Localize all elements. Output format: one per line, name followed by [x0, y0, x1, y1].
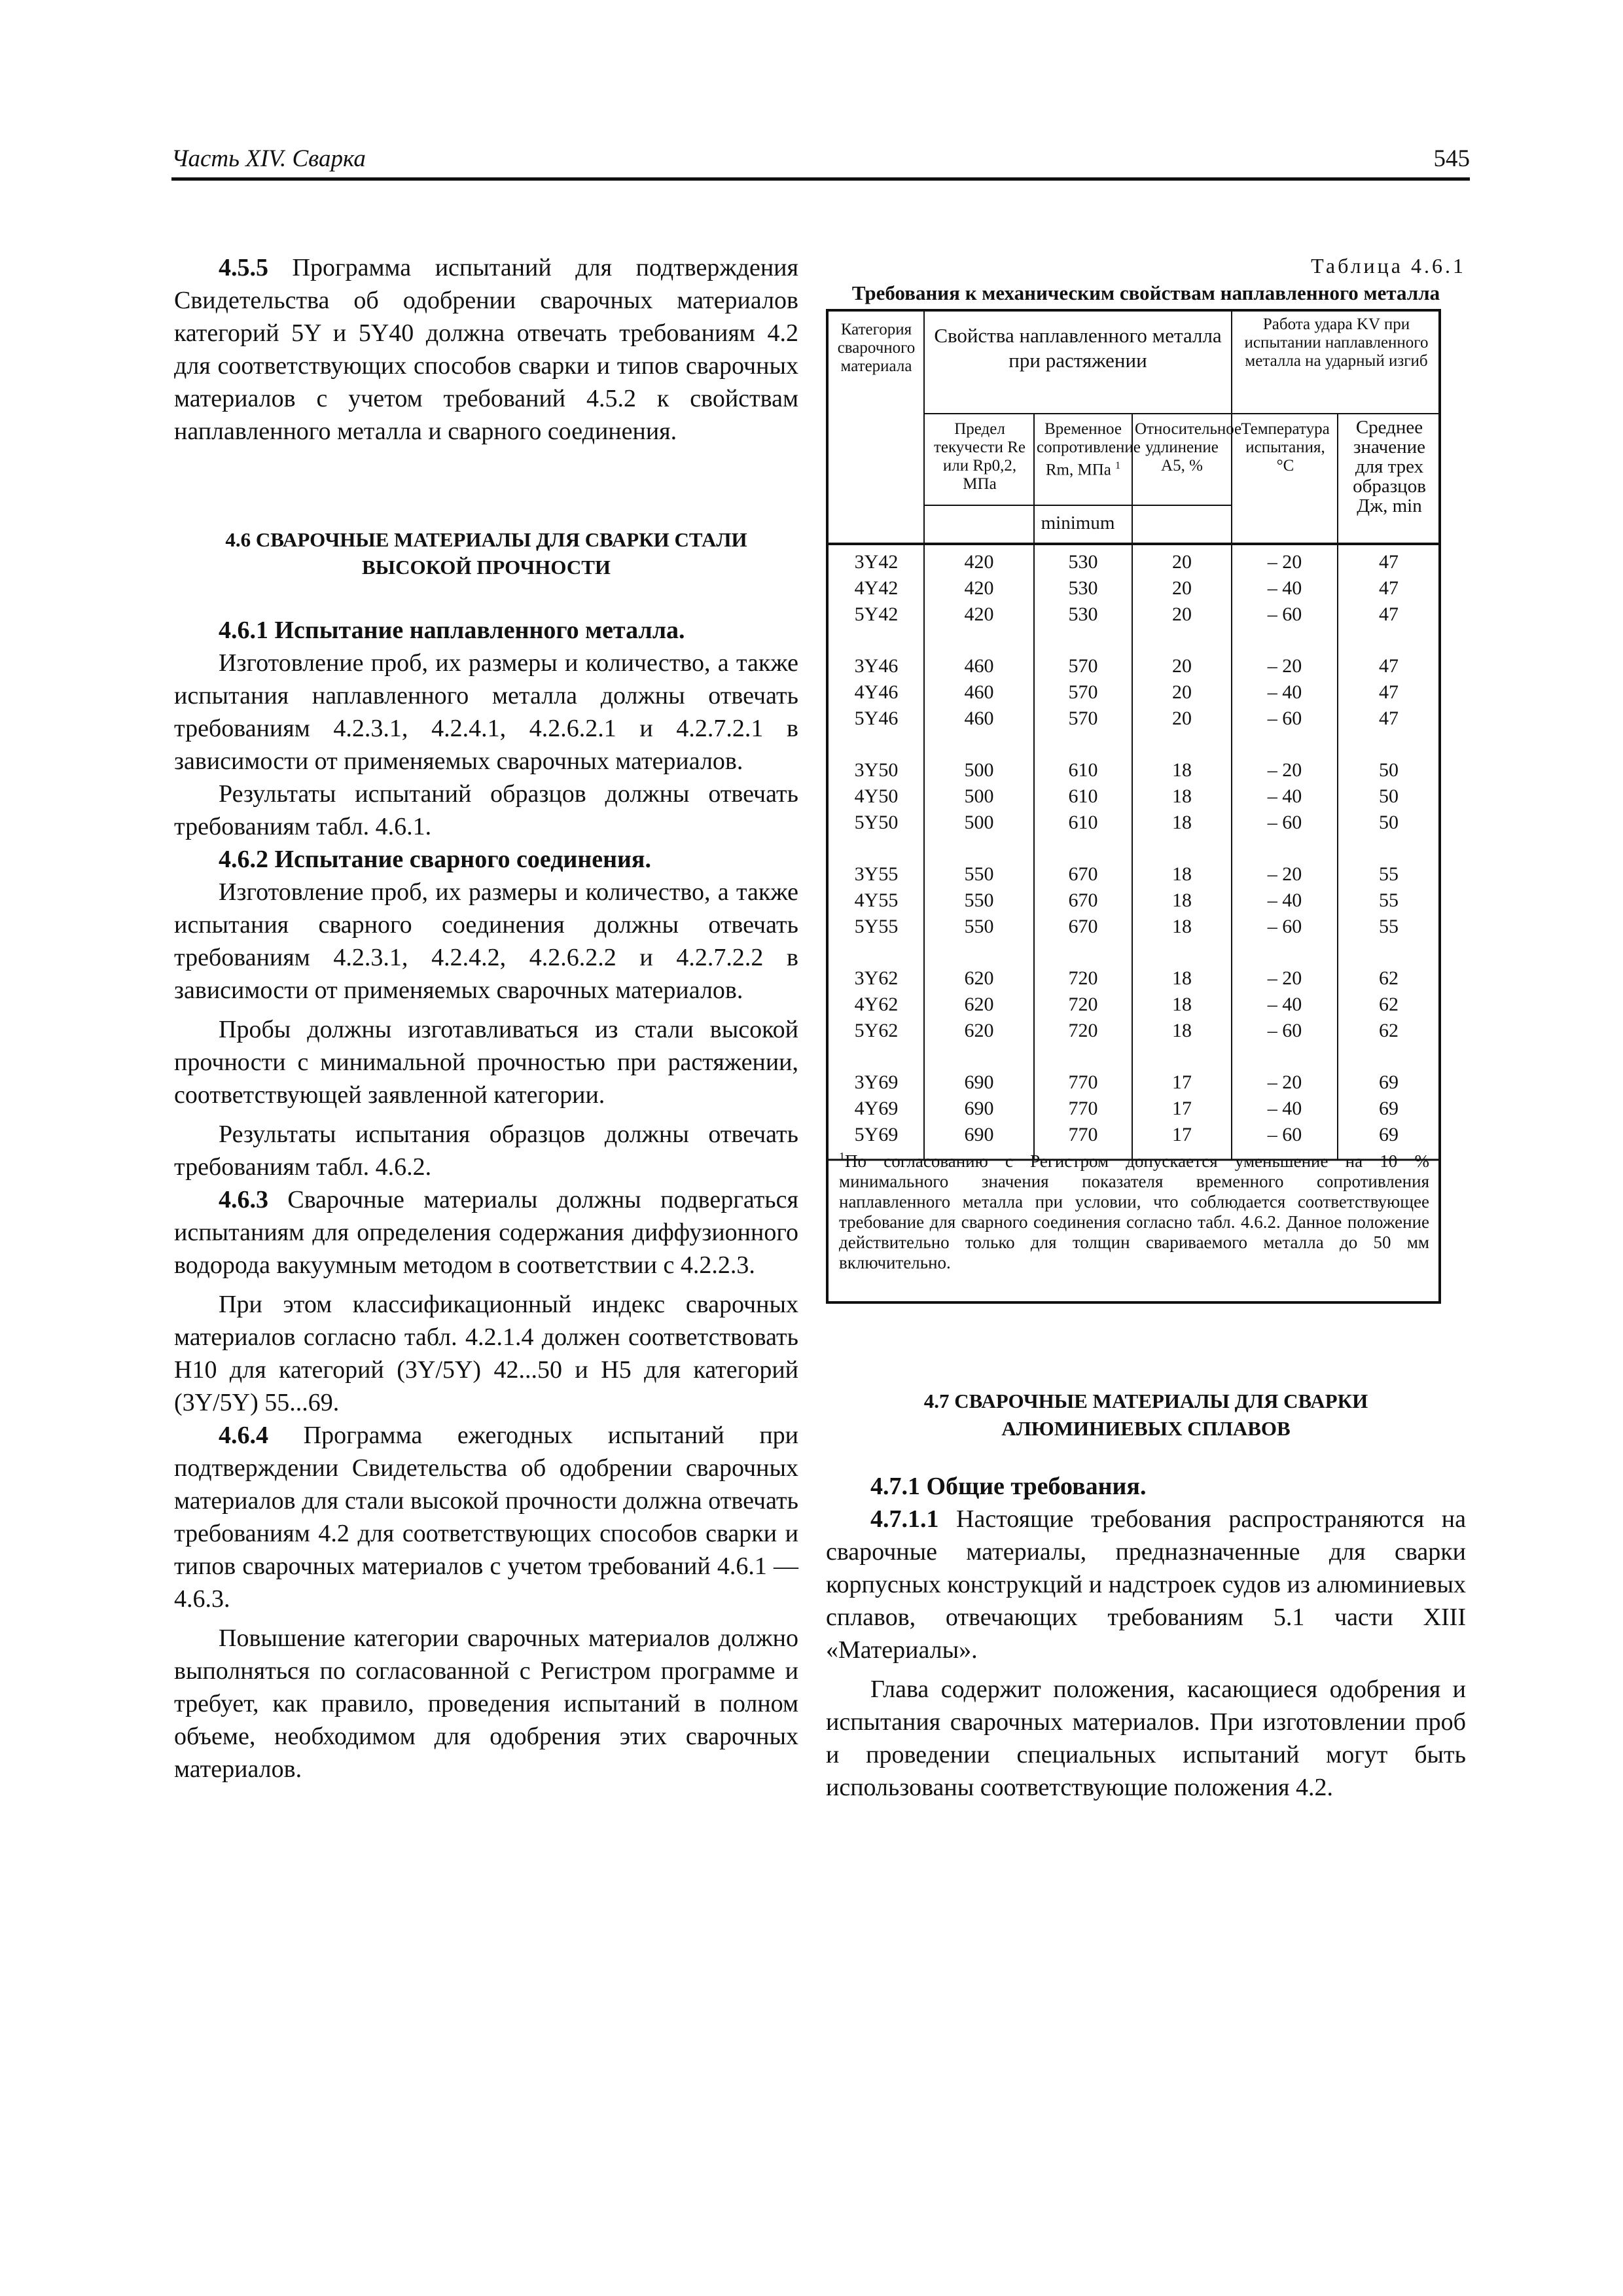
table-title: Требования к механическим свойствам наплавленного металла: [851, 281, 1440, 304]
table-cell: 530: [1068, 551, 1098, 573]
para-4-6-1-b: Результаты испытаний образцов должны отвечать требованиям табл. 4.6.1.: [174, 780, 798, 840]
para-text: Программа испытаний для подтверждения Свидетельства об одобрении сварочных материалов категорий 5Y и 5Y40 должна отвечать требованиям 4.2 для соответствующих способов сварки и типов сварочных материалов с учетом требований 4.5.2 к свойствам наплавленного металла и сварного соединения.: [174, 254, 798, 445]
table-cell: 3Y50: [854, 759, 899, 781]
table-cell: 420: [964, 551, 994, 573]
table-cell: 5Y55: [854, 916, 899, 937]
para-4-6-2-a: Изготовление проб, их размеры и количество, а также испытания сварного соединения должны отвечать требованиям 4.2.3.1, 4.2.4.2, 4.2.6.2.2 и 4.2.7.2.2 в зависимости от применяемых сварочных материалов.: [174, 878, 798, 1004]
table-cell: 3Y62: [854, 967, 899, 989]
para-4-7-1-1: [826, 1503, 1466, 1666]
table-cell: 5Y46: [854, 708, 899, 729]
table-cell: 50: [1379, 785, 1399, 807]
para-4-6-2-c: Результаты испытания образцов должны отвечать требованиям табл. 4.6.2.: [174, 1121, 798, 1181]
table-cell: 55: [1379, 916, 1399, 937]
table-cell: 5Y69: [854, 1124, 899, 1145]
para-4-5-5: [174, 251, 798, 448]
table-cell: 18: [1172, 812, 1192, 833]
header-tensile: [1037, 420, 1141, 479]
table-cell: 47: [1379, 655, 1399, 677]
table-cell: 69: [1379, 1098, 1399, 1119]
table-cell: 770: [1068, 1071, 1098, 1093]
table-cell: – 20: [1267, 1071, 1302, 1093]
table-cell: – 40: [1267, 994, 1302, 1015]
table-cell: 47: [1379, 551, 1399, 573]
table-cell: 420: [964, 603, 994, 625]
table-cell: 690: [964, 1071, 994, 1093]
para-4-6-3-b: При этом классификационный индекс сварочных материалов согласно табл. 4.2.1.4 должен соответствовать H10 для категорий (3Y/5Y) 42...50 и H5 для категорий (3Y/5Y) 55...69.: [174, 1291, 798, 1416]
para-4-7-1-1-b: Глава содержит положения, касающиеся одобрения и испытания сварочных материалов. При изготовлении проб и проведении специальных испытаний могут быть использованы соответствующие положения 4.2.: [826, 1676, 1466, 1801]
section-4-7-title: 4.7 СВАРОЧНЫЕ МАТЕРИАЛЫ ДЛЯ СВАРКИ АЛЮМИНИЕВЫХ СПЛАВОВ: [923, 1390, 1368, 1440]
table-cell: 4Y50: [854, 785, 899, 807]
table-cell: 20: [1172, 603, 1192, 625]
table-cell: 570: [1068, 708, 1098, 729]
heading-4-6-1: 4.6.1 Испытание наплавленного металла.: [219, 617, 685, 644]
table-cell: – 20: [1267, 551, 1302, 573]
page-header: [171, 141, 1470, 177]
table-cell: 670: [1068, 916, 1098, 937]
table-cell: 610: [1068, 759, 1098, 781]
left-column: [174, 251, 798, 1785]
table-cell: 47: [1379, 708, 1399, 729]
header-category: Категория сварочного материала: [837, 321, 916, 375]
table-cell: – 60: [1267, 812, 1302, 833]
table-cell: 670: [1068, 863, 1098, 885]
table-cell: 55: [1379, 863, 1399, 885]
table-cell: 500: [964, 812, 994, 833]
table-cell: 720: [1068, 967, 1098, 989]
header-tensile-text: Временное сопротивление Rm, МПа: [1037, 420, 1141, 479]
table-cell: – 40: [1267, 681, 1302, 703]
table-cell: 4Y46: [854, 681, 899, 703]
table-cell: 500: [964, 785, 994, 807]
table-cell: 770: [1068, 1098, 1098, 1119]
table-cell: 69: [1379, 1071, 1399, 1093]
table-label: Таблица 4.6.1: [1311, 254, 1466, 278]
section-4-6-title: 4.6 СВАРОЧНЫЕ МАТЕРИАЛЫ ДЛЯ СВАРКИ СТАЛИ ВЫСОКОЙ ПРОЧНОСТИ: [225, 528, 747, 579]
table-cell: 550: [964, 889, 994, 911]
table-cell: 17: [1172, 1098, 1192, 1119]
table-cell: 500: [964, 759, 994, 781]
table-cell: – 20: [1267, 759, 1302, 781]
table-cell: 55: [1379, 889, 1399, 911]
table-cell: 460: [964, 708, 994, 729]
table-cell: 3Y55: [854, 863, 899, 885]
table-cell: 570: [1068, 655, 1098, 677]
table-cell: – 40: [1267, 785, 1302, 807]
heading-4-7-1: 4.7.1 Общие требования.: [870, 1473, 1147, 1500]
table-cell: 4Y69: [854, 1098, 899, 1119]
table-cell: 18: [1172, 1020, 1192, 1041]
para-4-6-3: [174, 1183, 798, 1282]
para-text: Программа ежегодных испытаний при подтверждении Свидетельства об одобрении сварочных материалов для стали высокой прочности должна отвечать требованиям 4.2 для соответствующих способов сварки и типов сварочных материалов с учетом требований 4.6.1 — 4.6.3.: [174, 1422, 798, 1613]
table-cell: – 40: [1267, 577, 1302, 599]
para-text: Настоящие требования распространяются на сварочные материалы, предназначенные для сварки корпусных конструкций и надстроек судов из алюминиевых сплавов, отвечающих требованиям 5.1 части XIII «Материалы».: [826, 1505, 1466, 1664]
table-cell: 47: [1379, 603, 1399, 625]
table-cell: 4Y42: [854, 577, 899, 599]
footnote-ref: 1: [1115, 460, 1121, 471]
para-number: 4.6.3: [219, 1186, 268, 1213]
header-minimum: minimum: [1041, 512, 1115, 533]
para-4-6-2-b: Пробы должны изготавливаться из стали высокой прочности с минимальной прочностью при растяжении, соответствующей заявленной категории.: [174, 1016, 798, 1109]
table-cell: 17: [1172, 1071, 1192, 1093]
header-impact-group: Работа удара KV при испытании наплавленного металла на ударный изгиб: [1244, 315, 1429, 370]
para-4-6-4-b: Повышение категории сварочных материалов должно выполняться по согласованной с Регистром программе и требует, как правило, проведения испытаний в полном объеме, необходимом для одобрения этих сварочных материалов.: [174, 1624, 798, 1783]
table-cell: 62: [1379, 967, 1399, 989]
table-cell: 18: [1172, 889, 1192, 911]
table-cell: 62: [1379, 1020, 1399, 1041]
table-cell: 50: [1379, 812, 1399, 833]
table-cell: 460: [964, 681, 994, 703]
table-cell: – 60: [1267, 708, 1302, 729]
table-cell: 530: [1068, 577, 1098, 599]
table-footnote: [839, 1147, 1429, 1273]
page-number: 545: [1433, 145, 1470, 172]
table-cell: 690: [964, 1124, 994, 1145]
table-cell: 47: [1379, 681, 1399, 703]
table-cell: 18: [1172, 994, 1192, 1015]
table-cell: 50: [1379, 759, 1399, 781]
table-cell: – 40: [1267, 889, 1302, 911]
table-cell: 610: [1068, 785, 1098, 807]
table-cell: – 20: [1267, 655, 1302, 677]
table-cell: – 60: [1267, 603, 1302, 625]
table-cell: 690: [964, 1098, 994, 1119]
table-cell: – 60: [1267, 1020, 1302, 1041]
table-cell: – 40: [1267, 1098, 1302, 1119]
table-cell: 20: [1172, 655, 1192, 677]
table-cell: – 60: [1267, 916, 1302, 937]
part-title: Часть XIV. Сварка: [171, 145, 366, 172]
table-cell: 620: [964, 967, 994, 989]
table-cell: – 20: [1267, 863, 1302, 885]
table-cell: 18: [1172, 785, 1192, 807]
heading-4-6-2: 4.6.2 Испытание сварного соединения.: [219, 846, 651, 873]
table-cell: 20: [1172, 551, 1192, 573]
table-cell: 720: [1068, 1020, 1098, 1041]
table-cell: 18: [1172, 863, 1192, 885]
table-cell: – 60: [1267, 1124, 1302, 1145]
table-cell: 4Y55: [854, 889, 899, 911]
table-cell: 62: [1379, 994, 1399, 1015]
table-cell: 4Y62: [854, 994, 899, 1015]
footnote-text: По согласованию с Регистром допускается уменьшение на 10 % минимального значения показателя временного сопротивления наплавленного металла при условии, что соблюдается соответствующее требование для сварного соединения согласно табл. 4.6.2. Данное положение действительно только для толщин свариваемого металла до 50 мм включительно.: [839, 1151, 1429, 1272]
header-temperature: Температура испытания, °С: [1241, 420, 1330, 475]
table-cell: 3Y69: [854, 1071, 899, 1093]
header-energy: Среднее значение для трех образцов Дж, min: [1353, 417, 1426, 516]
header-yield: Предел текучести Re или Rp0,2, МПа: [933, 420, 1026, 493]
table-cell: 420: [964, 577, 994, 599]
table-cell: 570: [1068, 681, 1098, 703]
table-cell: 460: [964, 655, 994, 677]
table-cell: 69: [1379, 1124, 1399, 1145]
table-cell: 620: [964, 994, 994, 1015]
table-cell: 3Y42: [854, 551, 899, 573]
table-cell: – 20: [1267, 967, 1302, 989]
table-cell: 620: [964, 1020, 994, 1041]
table-cell: 18: [1172, 759, 1192, 781]
para-4-6-4: [174, 1419, 798, 1615]
table-cell: 47: [1379, 577, 1399, 599]
table-cell: 20: [1172, 708, 1192, 729]
table-cell: 18: [1172, 916, 1192, 937]
table-cell: 530: [1068, 603, 1098, 625]
table-cell: 5Y50: [854, 812, 899, 833]
para-number: 4.6.4: [219, 1422, 268, 1449]
table-cell: 20: [1172, 577, 1192, 599]
header-elongation: Относительное удлинение A5, %: [1135, 420, 1242, 475]
table-cell: 670: [1068, 889, 1098, 911]
footnote-mark: 1: [839, 1150, 845, 1163]
right-column: [826, 1388, 1466, 1804]
table-cell: 5Y42: [854, 603, 899, 625]
table-cell: 17: [1172, 1124, 1192, 1145]
table-cell: 3Y46: [854, 655, 899, 677]
para-text: Сварочные материалы должны подвергаться испытаниям для определения содержания диффузионного водорода вакуумным методом в соответствии с 4.2.2.3.: [174, 1186, 798, 1279]
table-cell: 5Y62: [854, 1020, 899, 1041]
table-cell: 550: [964, 863, 994, 885]
header-rule: [171, 177, 1470, 181]
table-cell: 770: [1068, 1124, 1098, 1145]
header-tensile-group: Свойства наплавленного металла при растяжении: [934, 324, 1222, 372]
table-cell: 20: [1172, 681, 1192, 703]
para-number: 4.5.5: [219, 254, 268, 281]
para-4-6-1-a: Изготовление проб, их размеры и количество, а также испытания наплавленного металла должны отвечать требованиям 4.2.3.1, 4.2.4.1, 4.2.6.2.1 и 4.2.7.2.1 в зависимости от применяемых сварочных материалов.: [174, 649, 798, 775]
table-cell: 18: [1172, 967, 1192, 989]
para-number: 4.7.1.1: [870, 1505, 939, 1533]
table-cell: 610: [1068, 812, 1098, 833]
table-cell: 550: [964, 916, 994, 937]
table-cell: 720: [1068, 994, 1098, 1015]
